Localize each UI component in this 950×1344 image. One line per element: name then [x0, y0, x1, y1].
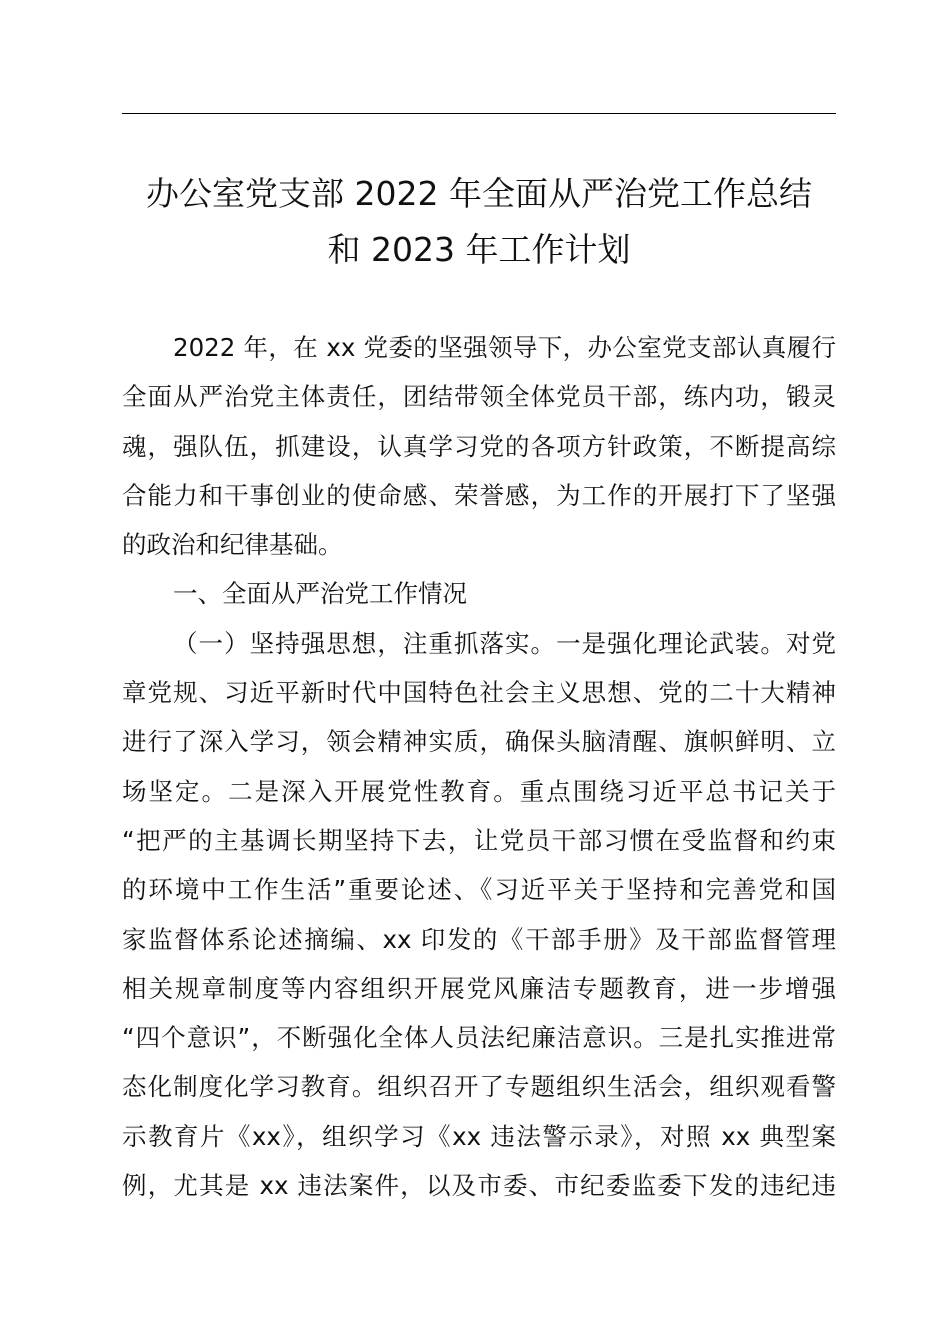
text-line: 态化制度化学习教育。组织召开了专题组织生活会，组织观看警 — [122, 1072, 836, 1102]
text-line: 全面从严治党主体责任，团结带领全体党员干部，练内功，锻灵 — [122, 382, 836, 412]
section-one-paragraph — [122, 619, 836, 1211]
text-line: 示教育片《xx》，组织学习《xx 违法警示录》，对照 xx 典型案 — [122, 1121, 836, 1151]
intro-paragraph — [122, 323, 836, 569]
text-line: 2022 年，在 xx 党委的坚强领导下，办公室党支部认真履行 — [173, 333, 836, 362]
text-line: 章党规、习近平新时代中国特色社会主义思想、党的二十大精神 — [122, 678, 836, 708]
text-line: 例，尤其是 xx 违法案件，以及市委、市纪委监委下发的违纪违 — [122, 1171, 836, 1201]
text-line: 场坚定。二是深入开展党性教育。重点围绕习近平总书记关于 — [122, 776, 836, 806]
header-rule — [122, 113, 836, 114]
text-line: 合能力和干事创业的使命感、荣誉感，为工作的开展打下了坚强 — [122, 480, 836, 510]
text-line: “把严的主基调长期坚持下去，让党员干部习惯在受监督和约束 — [122, 825, 836, 855]
text-line: 的环境中工作生活”重要论述、《习近平关于坚持和完善党和国 — [122, 875, 836, 905]
title-line: 和 2023 年工作计划 — [327, 230, 631, 269]
title-line: 办公室党支部 2022 年全面从严治党工作总结 — [146, 174, 812, 213]
text-line: （一）坚持强思想，注重抓落实。一是强化理论武装。对党 — [173, 628, 836, 658]
text-line: 的政治和纪律基础。 — [122, 530, 343, 560]
text-line: 进行了深入学习，领会精神实质，确保头脑清醒、旗帜鲜明、立 — [122, 727, 836, 757]
section-heading: 一、全面从严治党工作情况 — [173, 579, 467, 609]
text-line: “四个意识”，不断强化全体人员法纪廉洁意识。三是扎实推进常 — [122, 1023, 836, 1053]
text-line: 相关规章制度等内容组织开展党风廉洁专题教育，进一步增强 — [122, 973, 836, 1003]
text-line: 魂，强队伍，抓建设，认真学习党的各项方针政策，不断提高综 — [122, 431, 836, 461]
document-body — [122, 323, 836, 1210]
text-line: 家监督体系论述摘编、xx 印发的《干部手册》及干部监督管理 — [122, 924, 836, 954]
document-title — [122, 166, 836, 278]
